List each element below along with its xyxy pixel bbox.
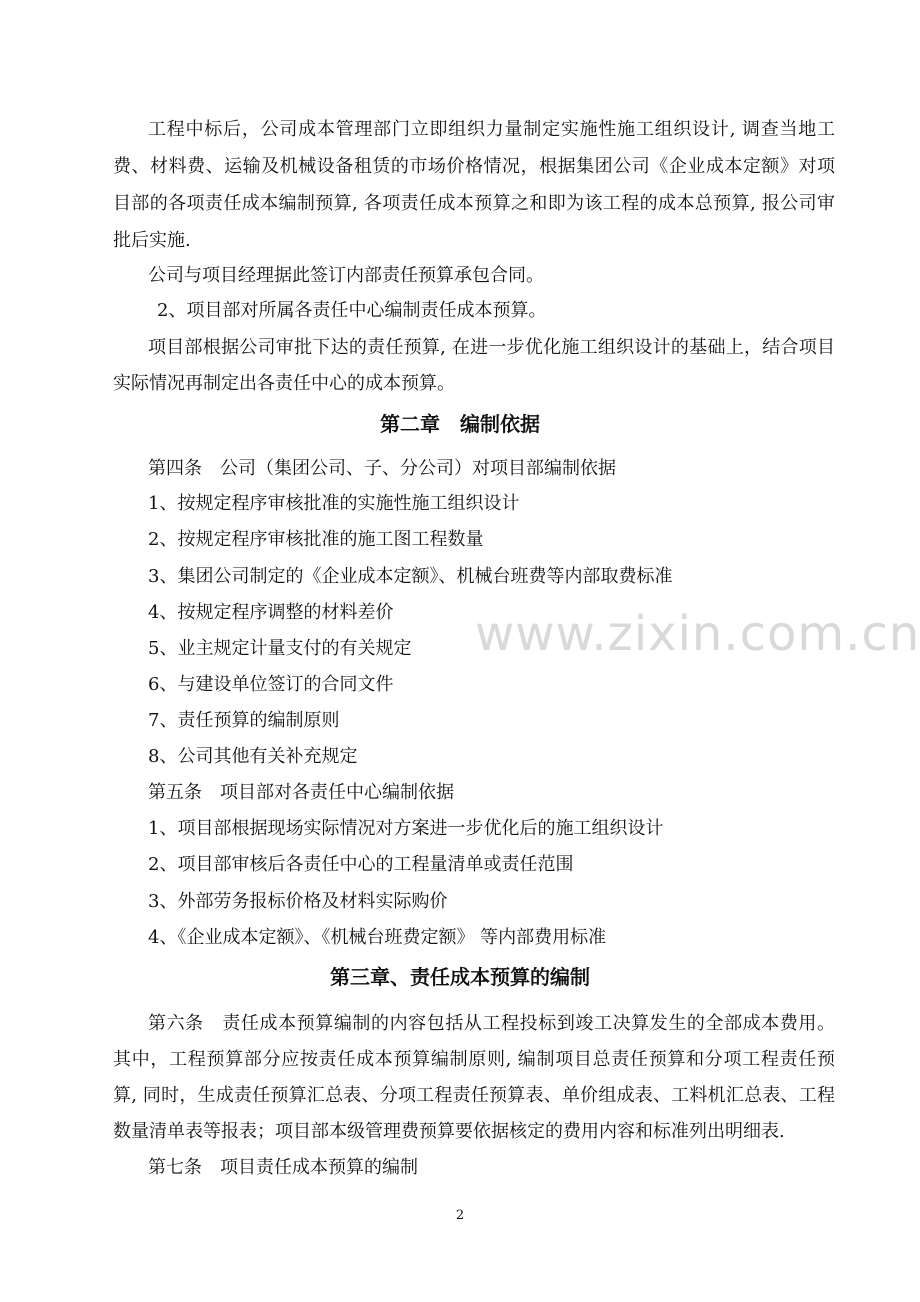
chapter-title: 第三章、责任成本预算的编制 (330, 965, 590, 989)
list-item: 3、外部劳务报标价格及材料实际购价 (148, 891, 448, 912)
list-item: 4、按规定程序调整的材料差价 (148, 602, 394, 623)
paragraph: 公司与项目经理据此签订内部责任预算承包合同。 (148, 265, 544, 286)
paragraph-line: 第六条 责任成本预算编制的内容包括从工程投标到竣工决算发生的全部成本费用。 (148, 1013, 835, 1034)
paragraph-line: 实际情况再制定出各责任中心的成本预算。 (113, 373, 455, 394)
page-number: 2 (455, 1208, 465, 1223)
article-heading: 第五条 项目部对各责任中心编制依据 (148, 782, 454, 803)
article-heading: 第七条 项目责任成本预算的编制 (148, 1157, 418, 1178)
article-heading: 第四条 公司（集团公司、子、分公司）对项目部编制依据 (148, 458, 616, 479)
list-item: 2、按规定程序审核批准的施工图工程数量 (148, 529, 484, 550)
list-item: 7、责任预算的编制原则 (148, 710, 340, 731)
list-item: 2、项目部审核后各责任中心的工程量清单或责任范围 (148, 854, 574, 875)
watermark: www.zixin.com.cn (475, 606, 920, 662)
list-item: 8、公司其他有关补充规定 (148, 746, 358, 767)
paragraph-line: 费、材料费、运输及机械设备租赁的市场价格情况，根据集团公司《企业成本定额》对项 (113, 156, 835, 177)
paragraph-line: 工程中标后，公司成本管理部门立即组织力量制定实施性施工组织设计, 调查当地工 (148, 119, 835, 140)
list-item: 1、项目部根据现场实际情况对方案进一步优化后的施工组织设计 (148, 818, 664, 839)
list-item: 2、项目部对所属各责任中心编制责任成本预算。 (157, 300, 547, 321)
paragraph-line: 批后实施. (113, 230, 191, 251)
paragraph-line: 数量清单表等报表；项目部本级管理费预算要依据核定的费用内容和标准列出明细表. (113, 1121, 785, 1142)
paragraph-line: 目部的各项责任成本编制预算, 各项责任成本预算之和即为该工程的成本总预算, 报公司审 (113, 193, 835, 214)
paragraph-line: 项目部根据公司审批下达的责任预算, 在进一步优化施工组织设计的基础上，结合项目 (148, 337, 835, 358)
list-item: 1、按规定程序审核批准的实施性施工组织设计 (148, 493, 520, 514)
paragraph-line: 算, 同时，生成责任预算汇总表、分项工程责任预算表、单价组成表、工料机汇总表、工程 (113, 1085, 835, 1106)
list-item: 3、集团公司制定的《企业成本定额》、机械台班费等内部取费标准 (148, 566, 673, 587)
chapter-title: 第二章 编制依据 (380, 412, 540, 436)
paragraph-line: 其中，工程预算部分应按责任成本预算编制原则, 编制项目总责任预算和分项工程责任预 (113, 1049, 835, 1070)
list-item: 6、与建设单位签订的合同文件 (148, 674, 394, 695)
list-item: 4、《企业成本定额》、《机械台班费定额》 等内部费用标准 (148, 927, 607, 948)
list-item: 5、业主规定计量支付的有关规定 (148, 638, 412, 659)
